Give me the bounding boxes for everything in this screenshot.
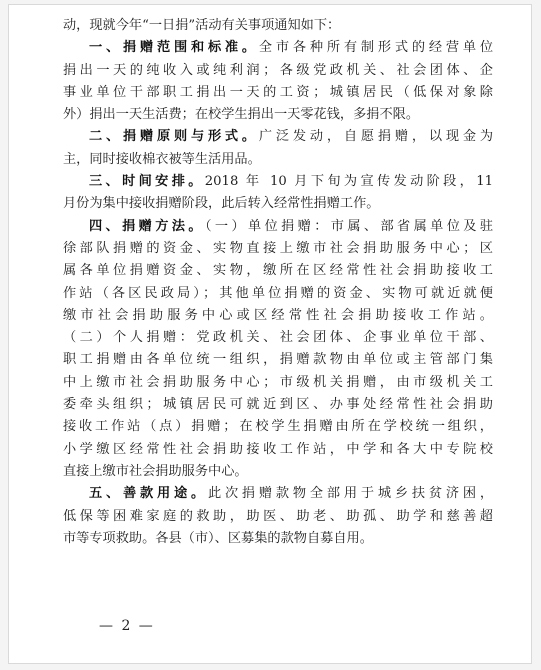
section-1-line-1 [63, 37, 493, 59]
section-5-line-2 [63, 506, 493, 528]
section-4-line-10 [63, 416, 493, 438]
section-text: （二）个人捐赠：党政机关、社会团体、企事业单位干部、 [63, 330, 493, 346]
section-text: 广泛发动，自愿捐赠，以现金为 [258, 129, 494, 145]
section-1-line-3 [63, 82, 493, 104]
intro-line: 动，现就今年“一日捐”活动有关事项通知如下： [63, 18, 341, 33]
section-text: 委牵头组织；城镇居民可就近到区、办事处经常性社会捐助 [63, 397, 493, 413]
section-paragraph-4 [63, 216, 493, 484]
section-heading-2: 二、捐赠原则与形式。 [89, 129, 259, 145]
section-text: 主，同时接收棉衣被等生活用品。 [63, 151, 261, 167]
section-3-line-1 [63, 171, 493, 193]
section-heading-5: 五、善款用途。 [89, 486, 208, 502]
section-paragraph-3 [63, 171, 493, 216]
section-text: 事业单位干部职工捐出一天的工资；城镇居民（低保对象除 [63, 84, 493, 100]
section-5-line-1 [63, 483, 493, 505]
section-heading-3: 三、时间安排。 [89, 174, 205, 190]
section-text: 月份为集中接收捐赠阶段，此后转入经常性捐赠工作。 [63, 196, 380, 212]
section-text: 接收工作站（点）捐赠；在校学生捐赠由所在学校统一组织， [63, 419, 493, 435]
section-text: 外）捐出一天生活费；在校学生捐出一天零花钱，多捐不限。 [63, 107, 420, 123]
section-text: 职工捐赠由各单位统一组织，捐赠款物由单位或主管部门集 [63, 352, 493, 368]
section-text: 小学缴区经常性社会捐助接收工作站，中学和各大中专院校 [63, 441, 493, 457]
section-2-line-2 [63, 149, 493, 171]
section-3-line-2 [63, 193, 493, 215]
section-text: 捐出一天的纯收入或纯利润；各级党政机关、社会团体、企 [63, 62, 493, 78]
section-5-line-3 [63, 528, 493, 550]
section-text: 直接上缴市社会捐助服务中心。 [63, 463, 248, 479]
section-4-line-12 [63, 461, 493, 483]
section-text: 低保等困难家庭的救助，助医、助老、助孤、助学和慈善超 [63, 508, 493, 524]
section-heading-1: 一、捐赠范围和标准。 [89, 40, 259, 56]
section-4-line-4 [63, 283, 493, 305]
section-text: 缴市社会捐助服务中心或区经常性社会捐助接收工作站。 [63, 307, 493, 323]
section-text: （一）单位捐赠：市属、部省属单位及驻 [204, 218, 494, 234]
section-text: 属各单位捐赠资金、实物，缴所在区经常性社会捐助接收工 [63, 263, 493, 279]
section-text: 市等专项救助。各县（市）、区募集的款物自募自用。 [63, 530, 373, 546]
section-text: 全市各种所有制形式的经营单位 [258, 40, 494, 56]
section-4-line-1 [63, 216, 493, 238]
section-text: 中上缴市社会捐助服务中心；市级机关捐赠，由市级机关工 [63, 374, 493, 390]
section-4-line-11 [63, 439, 493, 461]
document-body [63, 15, 493, 550]
section-paragraph-5 [63, 483, 493, 550]
section-4-line-3 [63, 260, 493, 282]
section-4-line-6 [63, 327, 493, 349]
section-1-line-4 [63, 104, 493, 126]
section-4-line-7 [63, 349, 493, 371]
section-paragraph-2 [63, 126, 493, 171]
section-4-line-2 [63, 238, 493, 260]
section-4-line-5 [63, 305, 493, 327]
section-text: 作站（各区民政局）；其他单位捐赠的资金、实物可就近就便 [63, 285, 493, 301]
section-paragraph-1 [63, 37, 493, 126]
section-text: 徐部队捐赠的资金、实物直接上缴市社会捐助服务中心；区 [63, 240, 493, 256]
document-page [8, 4, 532, 664]
section-4-line-9 [63, 394, 493, 416]
section-1-line-2 [63, 60, 493, 82]
section-text: 2018 年 10 月下旬为宣传发动阶段，11 [204, 174, 494, 190]
page-number: — 2 — [99, 618, 155, 634]
section-4-line-8 [63, 372, 493, 394]
section-heading-4: 四、捐赠方法。 [89, 218, 205, 234]
intro-paragraph [63, 15, 493, 37]
section-2-line-1 [63, 126, 493, 148]
section-text: 此次捐赠款物全部用于城乡扶贫济困， [207, 486, 494, 502]
